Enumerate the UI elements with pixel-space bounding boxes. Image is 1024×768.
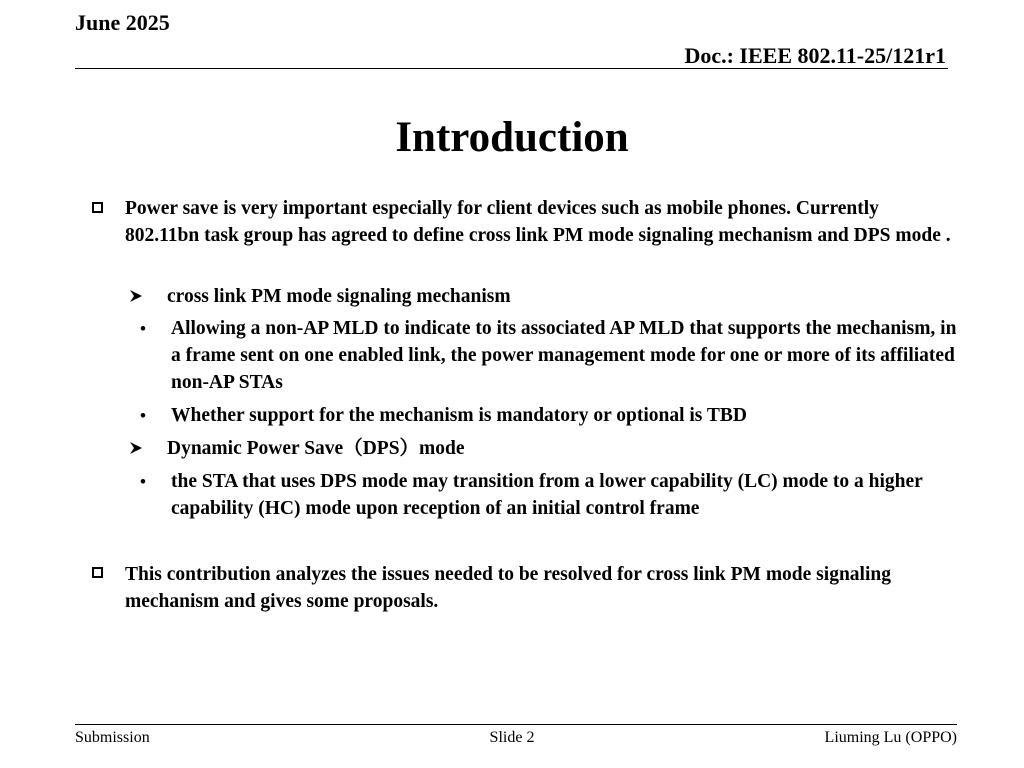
arrowhead-icon xyxy=(129,289,143,303)
sub-item-2-1: the STA that uses DPS mode may transition from a lower capability (LC) mode to a higher capability (HC) mode upon reception of an initial control frame xyxy=(171,471,923,519)
arrowhead-icon xyxy=(129,441,143,455)
dot-bullet-icon: • xyxy=(140,319,146,338)
bullet-text-2: This contribution analyzes the issues needed to be resolved for cross link PM mode signaling mechanism and gives some proposals. xyxy=(125,564,891,612)
footer-divider xyxy=(75,724,957,725)
footer-submission: Submission xyxy=(75,729,150,746)
header-doc-id: Doc.: IEEE 802.11-25/121r1 xyxy=(684,43,946,68)
sub-item-1-2: Whether support for the mechanism is mandatory or optional is TBD xyxy=(171,405,748,426)
sub-heading-dps: Dynamic Power Save（DPS）mode xyxy=(167,438,465,459)
header-date: June 2025 xyxy=(75,10,170,35)
header-divider xyxy=(75,68,948,69)
footer-slide-number: Slide 2 xyxy=(489,729,535,746)
bullet-text-1: Power save is very important especially for client devices such as mobile phones. Currently 802.11bn task group has agreed to define cross link PM mode signaling mechanism and DPS mode . xyxy=(125,198,951,246)
sub-heading-cross-link: cross link PM mode signaling mechanism xyxy=(167,286,511,307)
dot-bullet-icon: • xyxy=(140,406,146,425)
slide-title: Introduction xyxy=(395,114,629,161)
dot-bullet-icon: • xyxy=(140,472,146,491)
hollow-square-icon xyxy=(92,202,103,213)
hollow-square-icon xyxy=(92,567,103,578)
footer-author: Liuming Lu (OPPO) xyxy=(824,729,957,746)
sub-item-1-1: Allowing a non-AP MLD to indicate to its associated AP MLD that supports the mechanism, in a frame sent on one enabled link, the power management mode for one or more of its affiliated non-AP STAs xyxy=(171,318,957,393)
